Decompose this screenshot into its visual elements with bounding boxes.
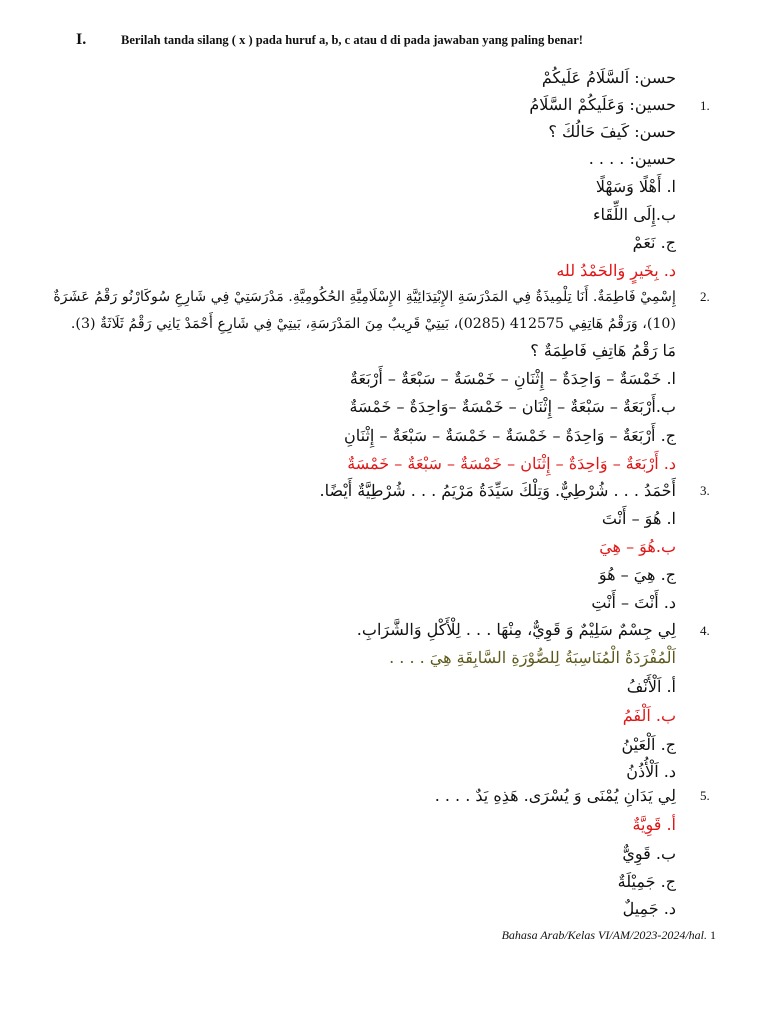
- option-c[interactable]: ج. هِيَ – هُوَ: [598, 565, 676, 584]
- option-a-correct-answer[interactable]: أ. قَوِيَّةٌ: [632, 815, 676, 834]
- option-a[interactable]: ا. أَهْلًا وَسَهْلًا: [595, 177, 676, 196]
- section-instruction: Berilah tanda silang ( x ) pada huruf a, b, c atau d di pada jawaban yang paling benar!: [121, 33, 583, 47]
- page-number: 1: [710, 928, 716, 942]
- option-d[interactable]: د. اَلْأُذُنُ: [626, 762, 676, 781]
- option-b[interactable]: ب.إِلَى اللِّقَاء: [593, 205, 676, 224]
- option-c[interactable]: ج. أَرْبَعَةٌ – وَاحِدَةٌ – خَمْسَةٌ – خَمْسَةٌ – سَبْعَةٌ – إِثْنَانِ: [344, 426, 676, 445]
- option-d-correct-answer[interactable]: د. بِخَيرٍ وَالحَمْدُ لله: [556, 261, 676, 280]
- option-b-correct-answer[interactable]: ب. اَلْفَمُ: [622, 706, 676, 725]
- question-line: حسين: . . . .: [588, 149, 676, 168]
- option-d[interactable]: د. جَمِيلٌ: [622, 899, 676, 918]
- question-line: حسن: كَيفَ حَالُكَ ؟: [548, 122, 676, 141]
- question-number: 3.: [700, 483, 710, 498]
- option-d[interactable]: د. أَنْتَ – أَنْتِ: [591, 593, 676, 612]
- option-a[interactable]: ا. خَمْسَةٌ – وَاحِدَةٌ – إِثْنَانِ – خَمْسَةٌ – سَبْعَةٌ – أَرْبَعَةٌ: [349, 369, 676, 388]
- option-c[interactable]: ج. اَلْعَيْنُ: [621, 735, 676, 754]
- question-line: أَحْمَدُ . . . شُرْطِيٌّ. وَتِلْكَ سَيِّدَةُ مَرْيَمُ . . . شُرْطِيَّةٌ أَيْضًا.: [319, 481, 676, 500]
- question-number: 5.: [700, 788, 710, 803]
- page-footer: [502, 928, 716, 943]
- section-number: I.: [76, 31, 87, 48]
- question-line: (10)، وَرَقْمُ هَاتِفِي 412575 (0285)، بَيتِيْ قَرِيبٌ مِنَ المَدْرَسَةِ، بَيتِيْ فِي شَارِعِ أَحْمَدْ يَانِي رَقْمُ ثَلَاثَةٌ (3).: [70, 316, 676, 332]
- question-line: مَا رَقْمُ هَاتِفِ فَاطِمَةٌ ؟: [530, 341, 676, 360]
- question-line: حسين: وَعَلَيكُمْ السَّلَامُ: [529, 95, 676, 114]
- question-number: 1.: [700, 98, 710, 113]
- option-b-correct-answer[interactable]: ب.هُوَ – هِيَ: [599, 537, 676, 556]
- option-a[interactable]: ا. هُوَ – أَنْتَ: [601, 509, 676, 528]
- question-line: لِي يَدَانِ يُمْنَى وَ يُسْرَى. هَذِهِ يَدٌ . . . .: [434, 786, 676, 805]
- question-prompt: اَلْمُفْرَدَةُ الْمُنَاسِبَةُ لِلصُّوْرَةِ السَّابِقَةِ هِيَ . . . .: [389, 648, 676, 667]
- option-a[interactable]: أ. اَلْأَنْفُ: [626, 677, 676, 696]
- footer-text: Bahasa Arab/Kelas VI/AM/2023-2024/hal.: [501, 928, 707, 942]
- question-line: حسن: اَلسَّلَامُ عَلَيكُمْ: [541, 68, 676, 87]
- option-b[interactable]: ب. قَوِيٌّ: [622, 844, 676, 863]
- question-line: لِي جِسْمٌ سَلِيْمٌ وَ قَوِيٌّ، مِنْهَا . . . لِلْأَكْلِ وَالشَّرَابِ.: [356, 620, 676, 639]
- option-d-correct-answer[interactable]: د. أَرْبَعَةٌ – وَاحِدَةٌ – إِثْنَان – خَمْسَةٌ – سَبْعَةٌ – خَمْسَةٌ: [347, 454, 676, 473]
- option-b[interactable]: ب.أَرْبَعَةٌ – سَبْعَةٌ – إِثْنَان – خَمْسَةٌ –وَاحِدَةٌ – خَمْسَةٌ: [349, 397, 676, 416]
- question-line: إِسْمِيْ فَاطِمَةٌ. أَنَا تِلْمِيذَةٌ فِي المَدْرَسَةِ الإِبْتِدَائِيَّةِ الإِسْلَامِيَّةِ الحُكُومِيَّةِ. مَدْرَسَتِيْ فِي شَارِعِ سُوكَارْنُو رَقْمُ عَشَرَةٌ: [53, 289, 676, 305]
- section-header: [0, 31, 768, 53]
- question-number: 4.: [700, 623, 710, 638]
- option-c[interactable]: ج. جَمِيْلَةٌ: [617, 872, 676, 891]
- option-c[interactable]: ج. نَعَمْ: [632, 233, 676, 252]
- question-number: 2.: [700, 289, 710, 304]
